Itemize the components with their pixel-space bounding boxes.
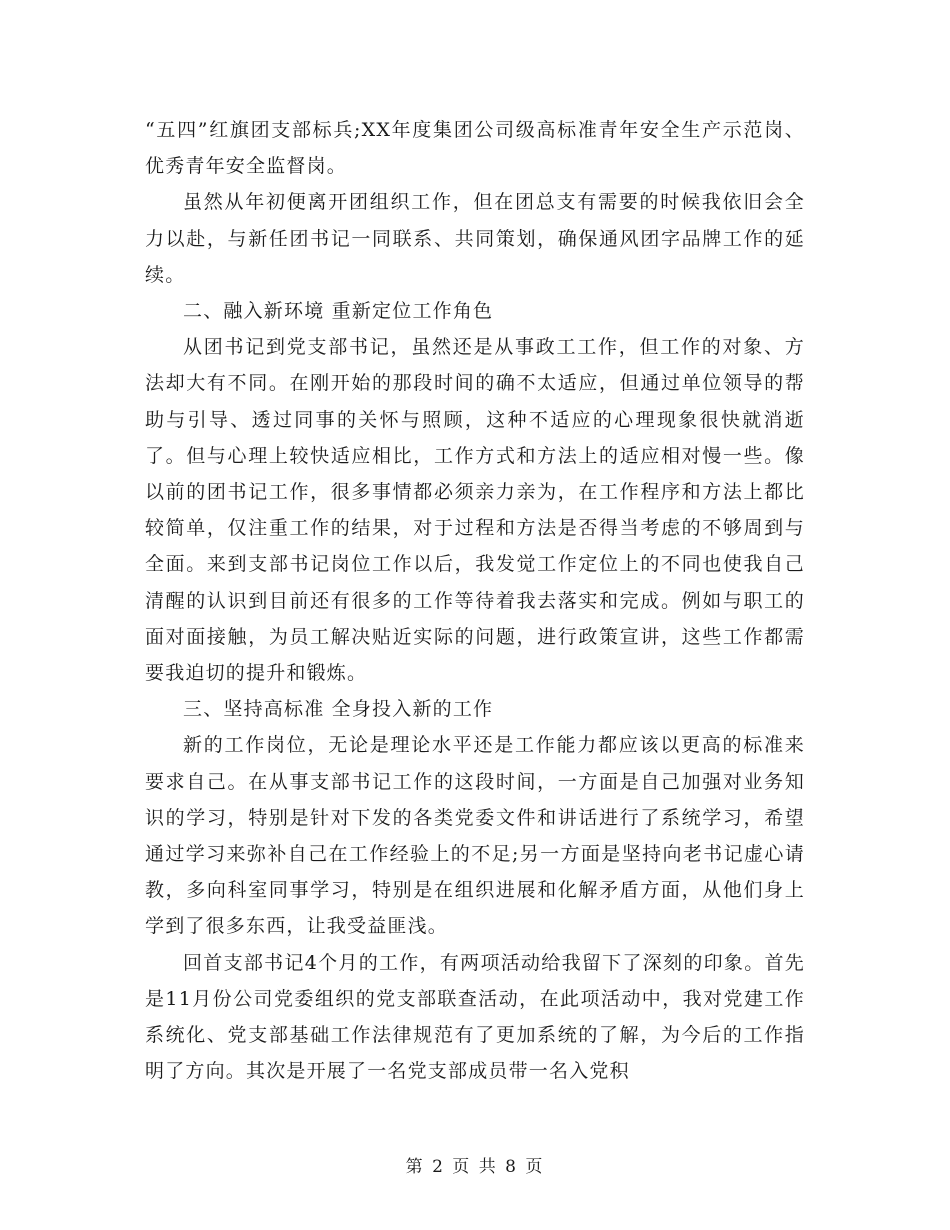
section-heading-2: 二、融入新环境 重新定位工作角色 <box>183 300 494 323</box>
paragraph-2: 虽然从年初便离开团组织工作，但在团总支有需要的时候我依旧会全力以赴，与新任团书记一同联系、共同策划，确保通风团字品牌工作的延续。 <box>145 191 805 286</box>
section-heading-3: 三、坚持高标准 全身投入新的工作 <box>183 698 494 721</box>
paragraph-1: “五四”红旗团支部标兵;XX年度集团公司级高标准青年安全生产示范岗、优秀青年安全监督岗。 <box>145 119 805 178</box>
paragraph-3: 从团书记到党支部书记，虽然还是从事政工工作，但工作的对象、方法却大有不同。在刚开始的那段时间的确不太适应，但通过单位领导的帮助与引导、透过同事的关怀与照顾，这种不适应的心理现象很快就消逝了。但与心理上较快适应相比，工作方式和方法上的适应相对慢一些。像以前的团书记工作，很多事情都必须亲力亲为，在工作程序和方法上都比较简单，仅注重工作的结果，对于过程和方法是否得当考虑的不够周到与全面。来到支部书记岗位工作以后，我发觉工作定位上的不同也使我自己清醒的认识到目前还有很多的工作等待着我去落实和完成。例如与职工的面对面接触，为员工解决贴近实际的问题，进行政策宣讲，这些工作都需要我迫切的提升和锻炼。 <box>145 336 805 685</box>
page-number-footer: 第 2 页 共 8 页 <box>405 1157 545 1177</box>
document-body <box>145 112 805 1089</box>
paragraph-4: 新的工作岗位，无论是理论水平还是工作能力都应该以更高的标准来要求自己。在从事支部书记工作的这段时间，一方面是自己加强对业务知识的学习，特别是针对下发的各类党委文件和讲话进行了系统学习，希望通过学习来弥补自己在工作经验上的不足;另一方面是坚持向老书记虚心请教，多向科室同事学习，特别是在组织进展和化解矛盾方面，从他们身上学到了很多东西，让我受益匪浅。 <box>145 734 805 938</box>
paragraph-5: 回首支部书记4个月的工作，有两项活动给我留下了深刻的印象。首先是11月份公司党委组织的党支部联查活动，在此项活动中，我对党建工作系统化、党支部基础工作法律规范有了更加系统的了解，为今后的工作指明了方向。其次是开展了一名党支部成员带一名入党积 <box>145 951 805 1083</box>
